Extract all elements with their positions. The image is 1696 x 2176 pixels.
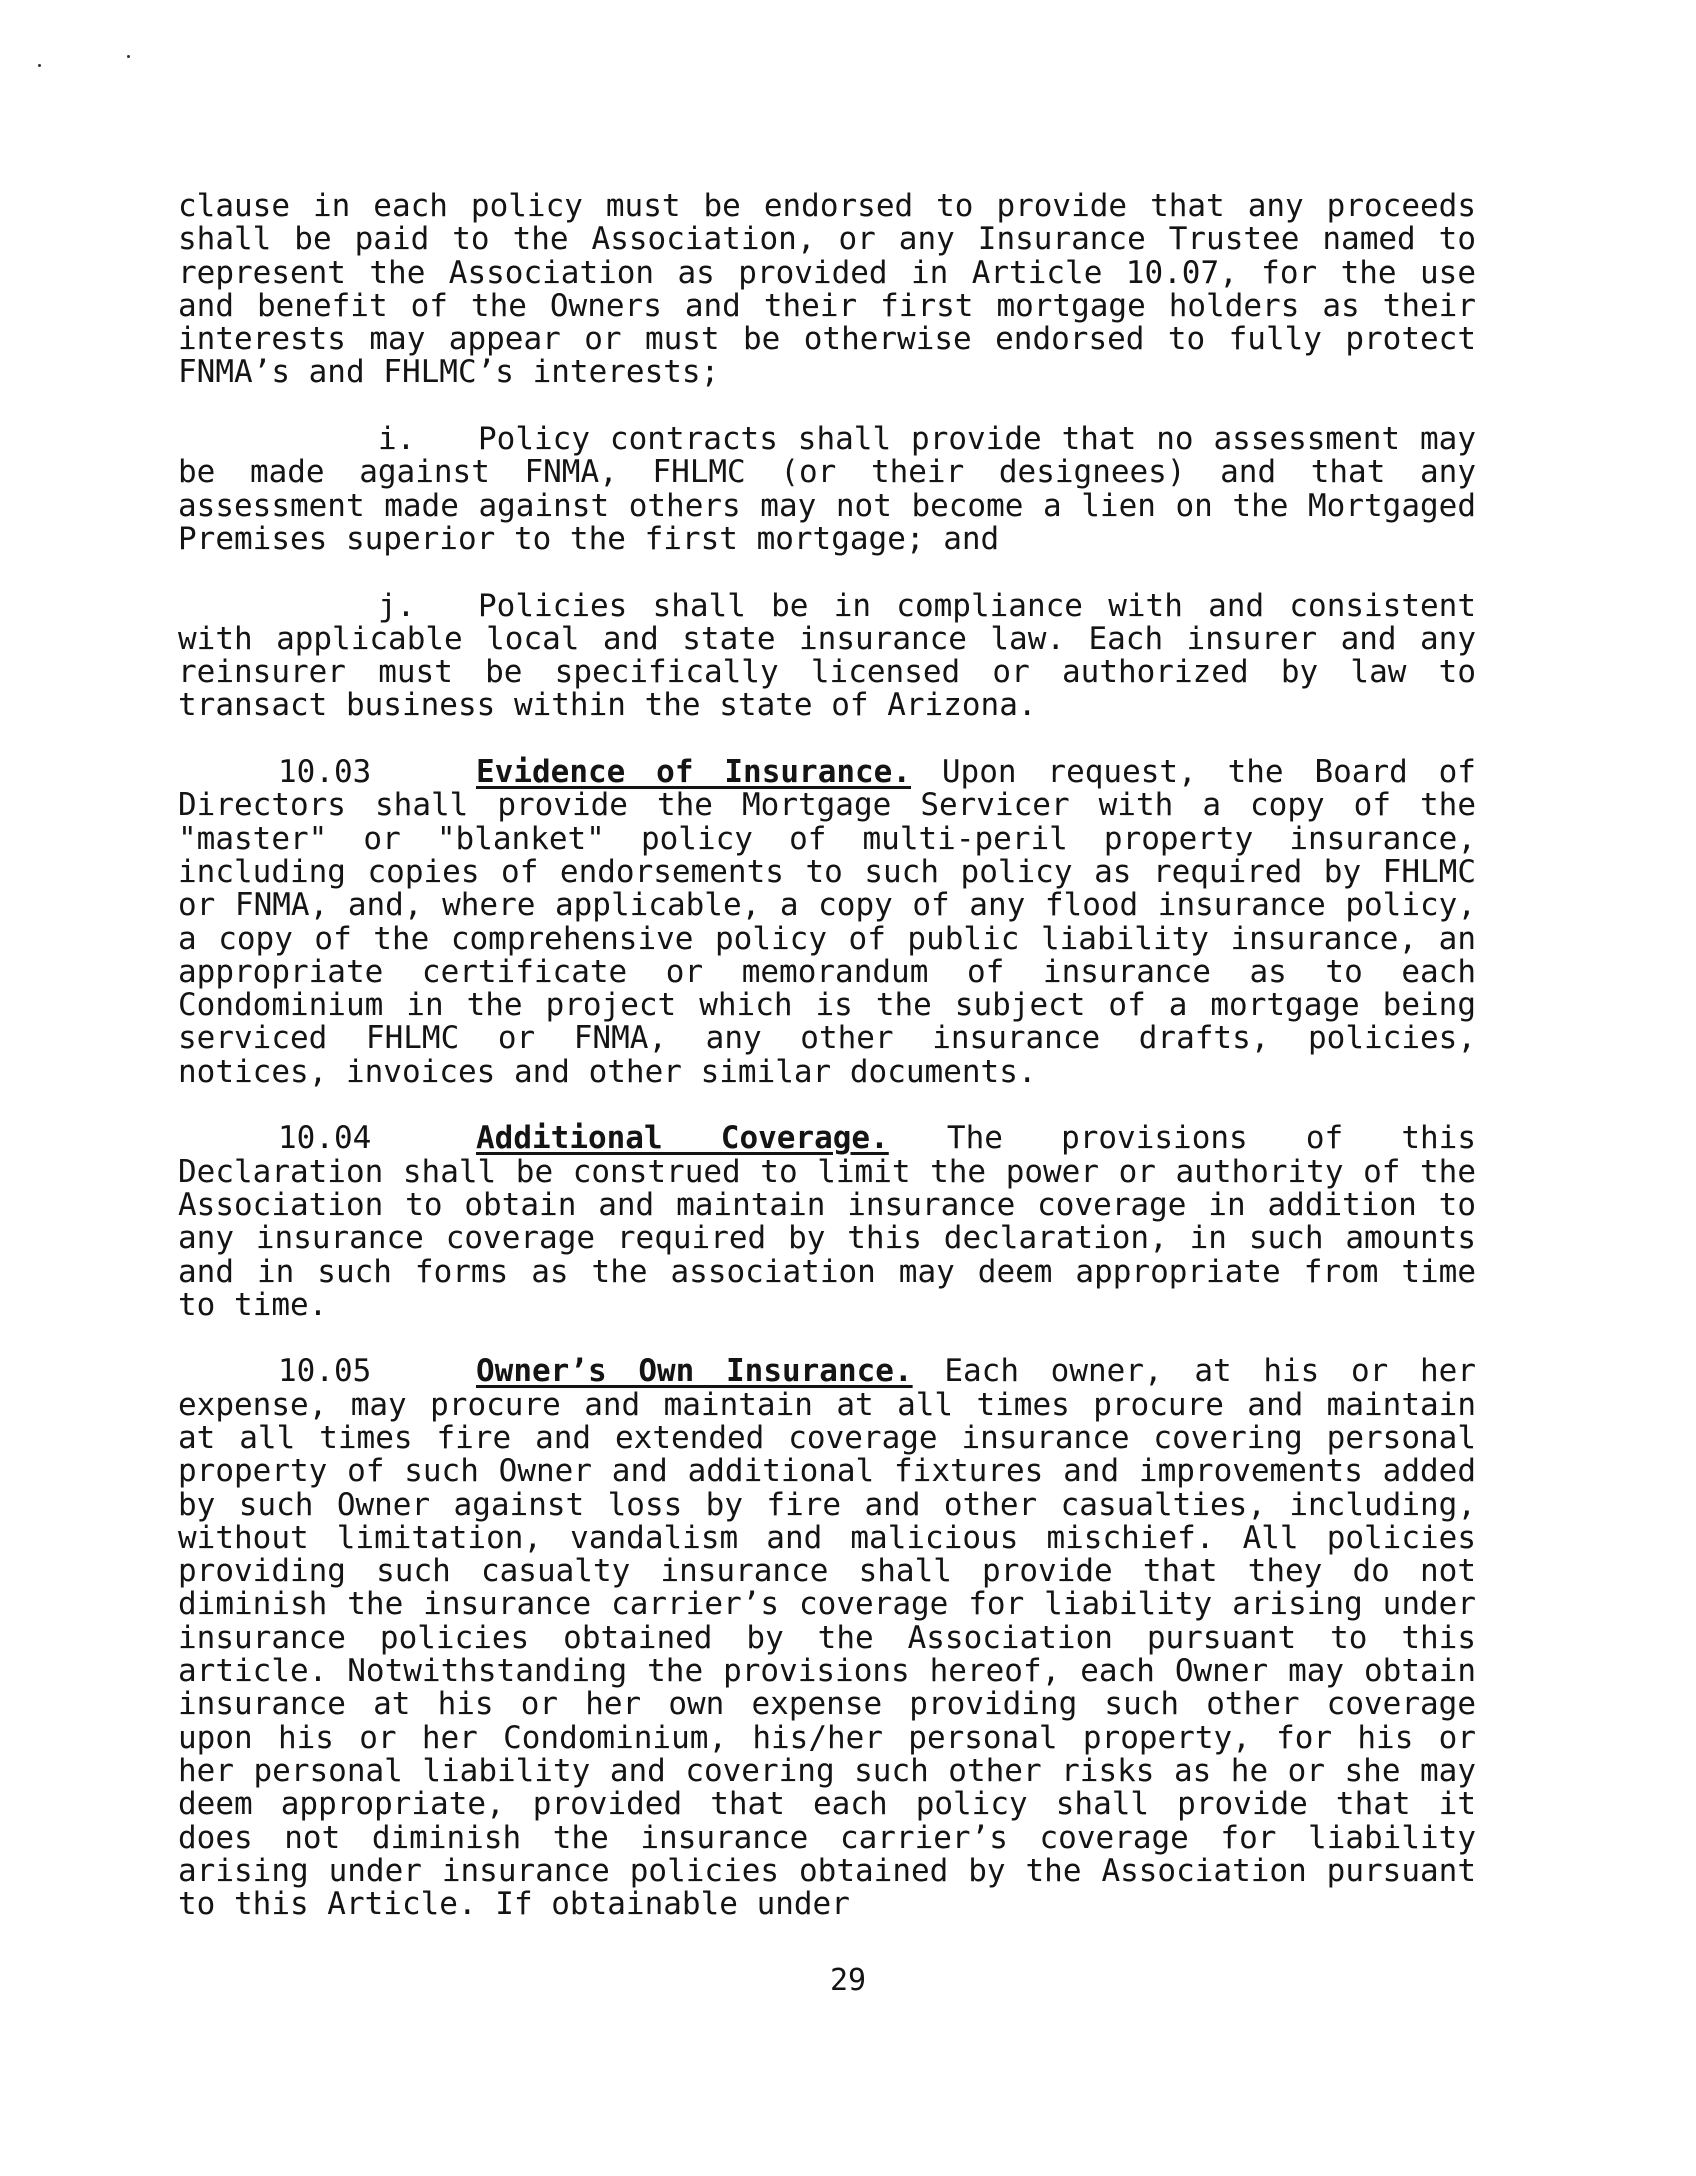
paragraph-text: clause in each policy must be endorsed to provide that any proceeds shall be paid to the Association, or any Insurance Trustee named to represent the Association as provided in Article 10.07, for the use and benefit of the Owners and their first mortgage holders as their interests may appear or must be otherwise endorsed to fully protect FNMA’s and FHLMC’s interests; (178, 188, 1476, 391)
section-number: 10.05 (278, 1353, 372, 1390)
subsection-text: Policies shall be in compliance with and consistent with applicable local and state insurance law. Each insurer and any reinsurer must be specifically licensed or authorized by law to transact business within the state of Arizona. (178, 587, 1476, 724)
section-text: The provisions of this Declaration shall be construed to limit the power or authority of the Association to obtain and maintain insurance coverage in addition to any insurance coverage required by this declaration, in such amounts and in such forms as the association may deem appropriate from time to time. (178, 1120, 1476, 1323)
section-heading: Evidence of Insurance. (476, 754, 912, 791)
section-number: 10.03 (278, 754, 372, 791)
subsection-label: j. (378, 587, 416, 624)
scan-speck (127, 55, 130, 58)
section-10-04 (178, 1122, 1476, 1322)
section-text: Each owner, at his or her expense, may procure and maintain at all times procure and maintain at all times fire and extended coverage insurance covering personal property of such Owner and additional fixtures and improvements added by such Owner against loss by fire and other casualties, including, without limitation, vandalism and malicious mischief. All policies providing such casualty insurance shall provide that they do not diminish the insurance carrier’s coverage for liability arising under insurance policies obtained by the Association pursuant to this article. Notwithstanding the provisions hereof, each Owner may obtain insurance at his or her own expense providing such other coverage upon his or her Condominium, his/her personal property, for his or her personal liability and covering such other risks as he or she may deem appropriate, provided that each policy shall provide that it does not diminish the insurance carrier’s coverage for liability arising under insurance policies obtained by the Association pursuant to this Article. If obtainable under (178, 1353, 1476, 1923)
subsection-label: i. (378, 421, 416, 458)
subsection-j (178, 587, 1476, 724)
paragraph-continuation (178, 190, 1476, 390)
page-number: 29 (829, 1963, 867, 1998)
document-body (178, 190, 1476, 1921)
section-10-03 (178, 756, 1476, 1089)
section-heading: Owner’s Own Insurance. (476, 1353, 913, 1390)
section-10-05 (178, 1355, 1476, 1921)
section-text: Upon request, the Board of Directors shall provide the Mortgage Servicer with a copy of the "master" or "blanket" policy of multi-peril property insurance, including copies of endorsements to such policy as required by FHLMC or FNMA, and, where applicable, a copy of any flood insurance policy, a copy of the comprehensive policy of public liability insurance, an appropriate certificate or memorandum of insurance as to each Condominium in the project which is the subject of a mortgage being serviced FHLMC or FNMA, any other insurance drafts, policies, notices, invoices and other similar documents. (178, 754, 1476, 1090)
section-number: 10.04 (278, 1120, 372, 1157)
section-heading: Additional Coverage. (476, 1120, 889, 1157)
subsection-text: Policy contracts shall provide that no assessment may be made against FNMA, FHLMC (or their designees) and that any assessment made against others may not become a lien on the Mortgaged Premises superior to the first mortgage; and (178, 421, 1476, 557)
subsection-i (178, 423, 1476, 556)
scan-speck (38, 64, 41, 67)
